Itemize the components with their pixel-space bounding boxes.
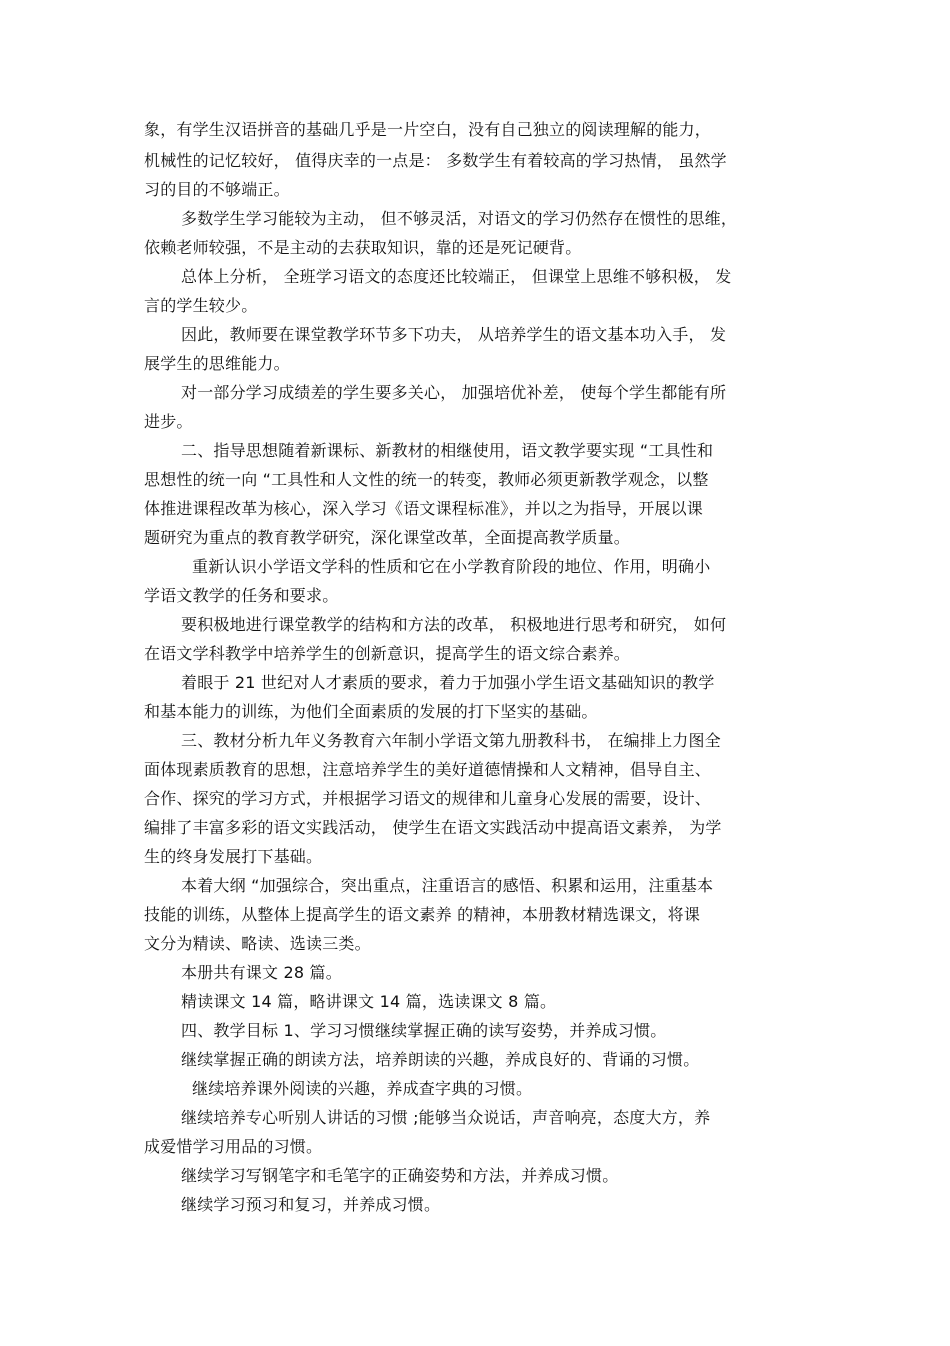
text-line: 言的学生较少。	[144, 296, 258, 315]
text-line: 继续培养课外阅读的兴趣，养成查字典的习惯。	[192, 1079, 533, 1098]
text-line: 思想性的统一向 “工具性和人文性的统一的转变，教师必须更新教学观念，以整	[144, 470, 709, 489]
text-line: 本册共有课文 28 篇。	[181, 963, 342, 982]
text-line: 和基本能力的训练，为他们全面素质的发展的打下坚实的基础。	[144, 702, 598, 721]
text-line: 三、教材分析九年义务教育六年制小学语文第九册教科书， 在编排上力图全	[181, 731, 721, 750]
text-line: 进步。	[144, 412, 193, 431]
text-line: 着眼于 21 世纪对人才素质的要求，着力于加强小学生语文基础知识的教学	[181, 673, 715, 692]
text-line: 本着大纲 “加强综合，突出重点，注重语言的感悟、积累和运用，注重基本	[181, 876, 714, 895]
text-line: 题研究为重点的教育教学研究，深化课堂改革，全面提高教学质量。	[144, 528, 631, 547]
text-line: 继续培养专心听别人讲话的习惯 ;能够当众说话，声音响亮，态度大方，养	[181, 1108, 711, 1127]
text-line: 面体现素质教育的思想，注意培养学生的美好道德情操和人文精神，倡导自主、	[144, 760, 712, 779]
text-line: 习的目的不够端正。	[144, 180, 290, 199]
text-line: 总体上分析， 全班学习语文的态度还比较端正， 但课堂上思维不够积极， 发	[181, 267, 732, 286]
text-line: 体推进课程改革为核心，深入学习《语文课程标准》，并以之为指导，开展以课	[144, 499, 704, 518]
text-line: 文分为精读、略读、选读三类。	[144, 934, 371, 953]
text-line: 继续掌握正确的朗读方法，培养朗读的兴趣，养成良好的、背诵的习惯。	[181, 1050, 700, 1069]
text-line: 展学生的思维能力。	[144, 354, 290, 373]
text-line: 生的终身发展打下基础。	[144, 847, 323, 866]
text-line: 精读课文 14 篇，略讲课文 14 篇，选读课文 8 篇。	[181, 992, 557, 1011]
text-line: 重新认识小学语文学科的性质和它在小学教育阶段的地位、作用，明确小	[192, 557, 711, 576]
text-line: 象，有学生汉语拼音的基础几乎是一片空白，没有自己独立的阅读理解的能力，	[144, 120, 712, 139]
text-line: 技能的训练，从整体上提高学生的语文素养 的精神，本册教材精选课文，将课	[144, 905, 701, 924]
text-line: 因此，教师要在课堂教学环节多下功夫， 从培养学生的语文基本功入手， 发	[181, 325, 727, 344]
text-line: 机械性的记忆较好， 值得庆幸的一点是： 多数学生有着较高的学习热情， 虽然学	[144, 151, 727, 170]
text-line: 四、教学目标 1、学习习惯继续掌握正确的读写姿势，并养成习惯。	[181, 1021, 667, 1040]
text-line: 在语文学科教学中培养学生的创新意识，提高学生的语文综合素养。	[144, 644, 631, 663]
text-line: 继续学习预习和复习，并养成习惯。	[181, 1195, 441, 1214]
text-line: 二、指导思想随着新课标、新教材的相继使用，语文教学要实现 “工具性和	[181, 441, 714, 460]
text-line: 合作、探究的学习方式，并根据学习语文的规律和儿童身心发展的需要，设计、	[144, 789, 712, 808]
text-line: 对一部分学习成绩差的学生要多关心， 加强培优补差， 使每个学生都能有所	[181, 383, 727, 402]
text-line: 继续学习写钢笔字和毛笔字的正确姿势和方法，并养成习惯。	[181, 1166, 619, 1185]
text-line: 学语文教学的任务和要求。	[144, 586, 339, 605]
text-line: 依赖老师较强，不是主动的去获取知识，靠的还是死记硬背。	[144, 238, 582, 257]
text-line: 编排了丰富多彩的语文实践活动， 使学生在语文实践活动中提高语文素养， 为学	[144, 818, 722, 837]
text-line: 多数学生学习能较为主动， 但不够灵活，对语文的学习仍然存在惯性的思维，	[181, 209, 738, 228]
text-line: 要积极地进行课堂教学的结构和方法的改革， 积极地进行思考和研究， 如何	[181, 615, 727, 634]
text-line: 成爱惜学习用品的习惯。	[144, 1137, 323, 1156]
